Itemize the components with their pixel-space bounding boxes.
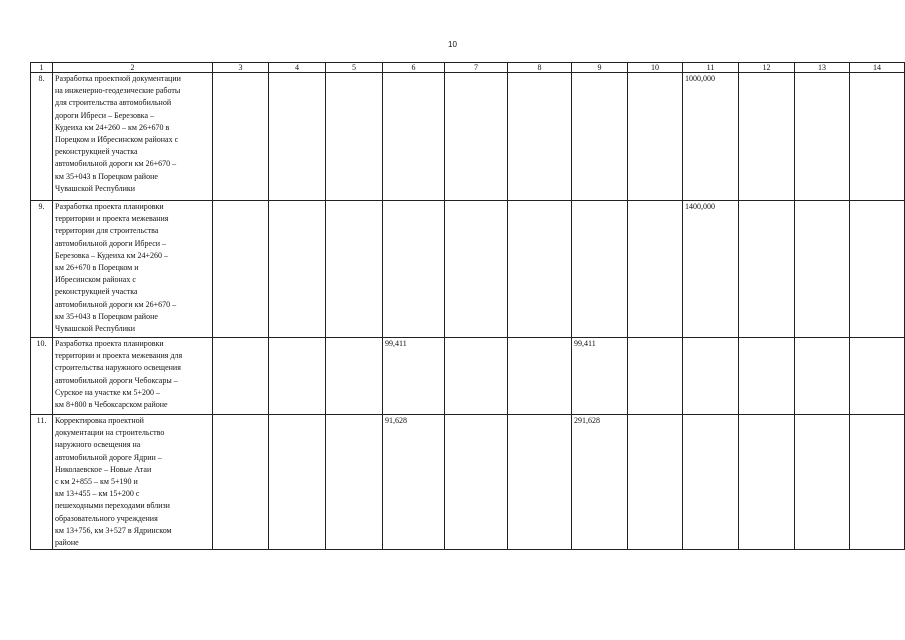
value-cell [739, 338, 795, 415]
column-header: 4 [269, 63, 326, 73]
value-cell [572, 73, 628, 201]
row-number: 8. [31, 73, 53, 201]
value-cell: 291,628 [572, 415, 628, 550]
value-cell [269, 73, 326, 201]
value-cell [683, 415, 739, 550]
value-cell [850, 338, 905, 415]
row-number: 11. [31, 415, 53, 550]
value-cell [795, 338, 850, 415]
value-cell [739, 415, 795, 550]
column-header: 3 [213, 63, 269, 73]
column-header: 2 [53, 63, 213, 73]
value-cell [850, 415, 905, 550]
value-cell [508, 415, 572, 550]
row-description: Корректировка проектной документации на строительство наружного освещения на автомобильной дороге Ядрин – Николаевское – Новые Атаи с км 2+855 – км 5+190 и км 13+455 – км 15+200 с пешеходными переходами вблизи образовательного учреждения км 13+756, км 3+527 в Ядринском районе [53, 415, 213, 550]
value-cell [795, 201, 850, 338]
column-header: 6 [383, 63, 445, 73]
column-header: 13 [795, 63, 850, 73]
value-cell [213, 73, 269, 201]
value-cell [628, 73, 683, 201]
value-cell [739, 73, 795, 201]
value-cell [445, 73, 508, 201]
budget-table [30, 62, 905, 550]
value-cell: 91,628 [383, 415, 445, 550]
header-row [31, 63, 905, 73]
column-header: 10 [628, 63, 683, 73]
value-cell [628, 338, 683, 415]
column-header: 14 [850, 63, 905, 73]
value-cell [326, 201, 383, 338]
value-cell [850, 201, 905, 338]
value-cell [383, 201, 445, 338]
value-cell [795, 73, 850, 201]
value-cell [628, 415, 683, 550]
row-number: 9. [31, 201, 53, 338]
value-cell [508, 201, 572, 338]
table-row [31, 338, 905, 415]
value-cell [572, 201, 628, 338]
row-description: Разработка проектной документации на инженерно-геодезические работы для строительства автомобильной дороги Ибреси – Березовка – Кудеиха км 24+260 – км 26+670 в Порецком и Ибресинском районах с реконструкцией участка автомобильной дороги км 26+670 – км 35+043 в Порецком районе Чувашской Республики [53, 73, 213, 201]
value-cell [508, 338, 572, 415]
value-cell: 99,411 [572, 338, 628, 415]
column-header: 7 [445, 63, 508, 73]
value-cell: 1000,000 [683, 73, 739, 201]
column-header: 8 [508, 63, 572, 73]
table-row [31, 201, 905, 338]
value-cell: 99,411 [383, 338, 445, 415]
value-cell [739, 201, 795, 338]
column-header: 5 [326, 63, 383, 73]
row-number: 10. [31, 338, 53, 415]
column-header: 11 [683, 63, 739, 73]
column-header: 12 [739, 63, 795, 73]
column-header: 9 [572, 63, 628, 73]
value-cell [445, 201, 508, 338]
value-cell [383, 73, 445, 201]
value-cell [628, 201, 683, 338]
value-cell [683, 338, 739, 415]
row-description: Разработка проекта планировки территории и проекта межевания для строительства наружного освещения автомобильной дороги Чебоксары – Сурское на участке км 5+200 – км 8+800 в Чебоксарском районе [53, 338, 213, 415]
row-description: Разработка проекта планировки территории и проекта межевания территории для строительства автомобильной дороги Ибреси – Березовка – Кудеиха км 24+260 – км 26+670 в Порецком и Ибресинском районах с реконструкцией участка автомобильной дороги км 26+670 – км 35+043 в Порецком районе Чувашской Республики [53, 201, 213, 338]
value-cell [326, 73, 383, 201]
page-number: 10 [448, 40, 457, 49]
table-row [31, 73, 905, 201]
value-cell [445, 415, 508, 550]
column-header: 1 [31, 63, 53, 73]
value-cell [326, 415, 383, 550]
value-cell [269, 415, 326, 550]
table-row [31, 415, 905, 550]
value-cell [326, 338, 383, 415]
value-cell [445, 338, 508, 415]
value-cell [269, 201, 326, 338]
value-cell [213, 201, 269, 338]
value-cell [795, 415, 850, 550]
value-cell [508, 73, 572, 201]
value-cell [213, 415, 269, 550]
value-cell [269, 338, 326, 415]
value-cell [850, 73, 905, 201]
value-cell: 1400,000 [683, 201, 739, 338]
value-cell [213, 338, 269, 415]
